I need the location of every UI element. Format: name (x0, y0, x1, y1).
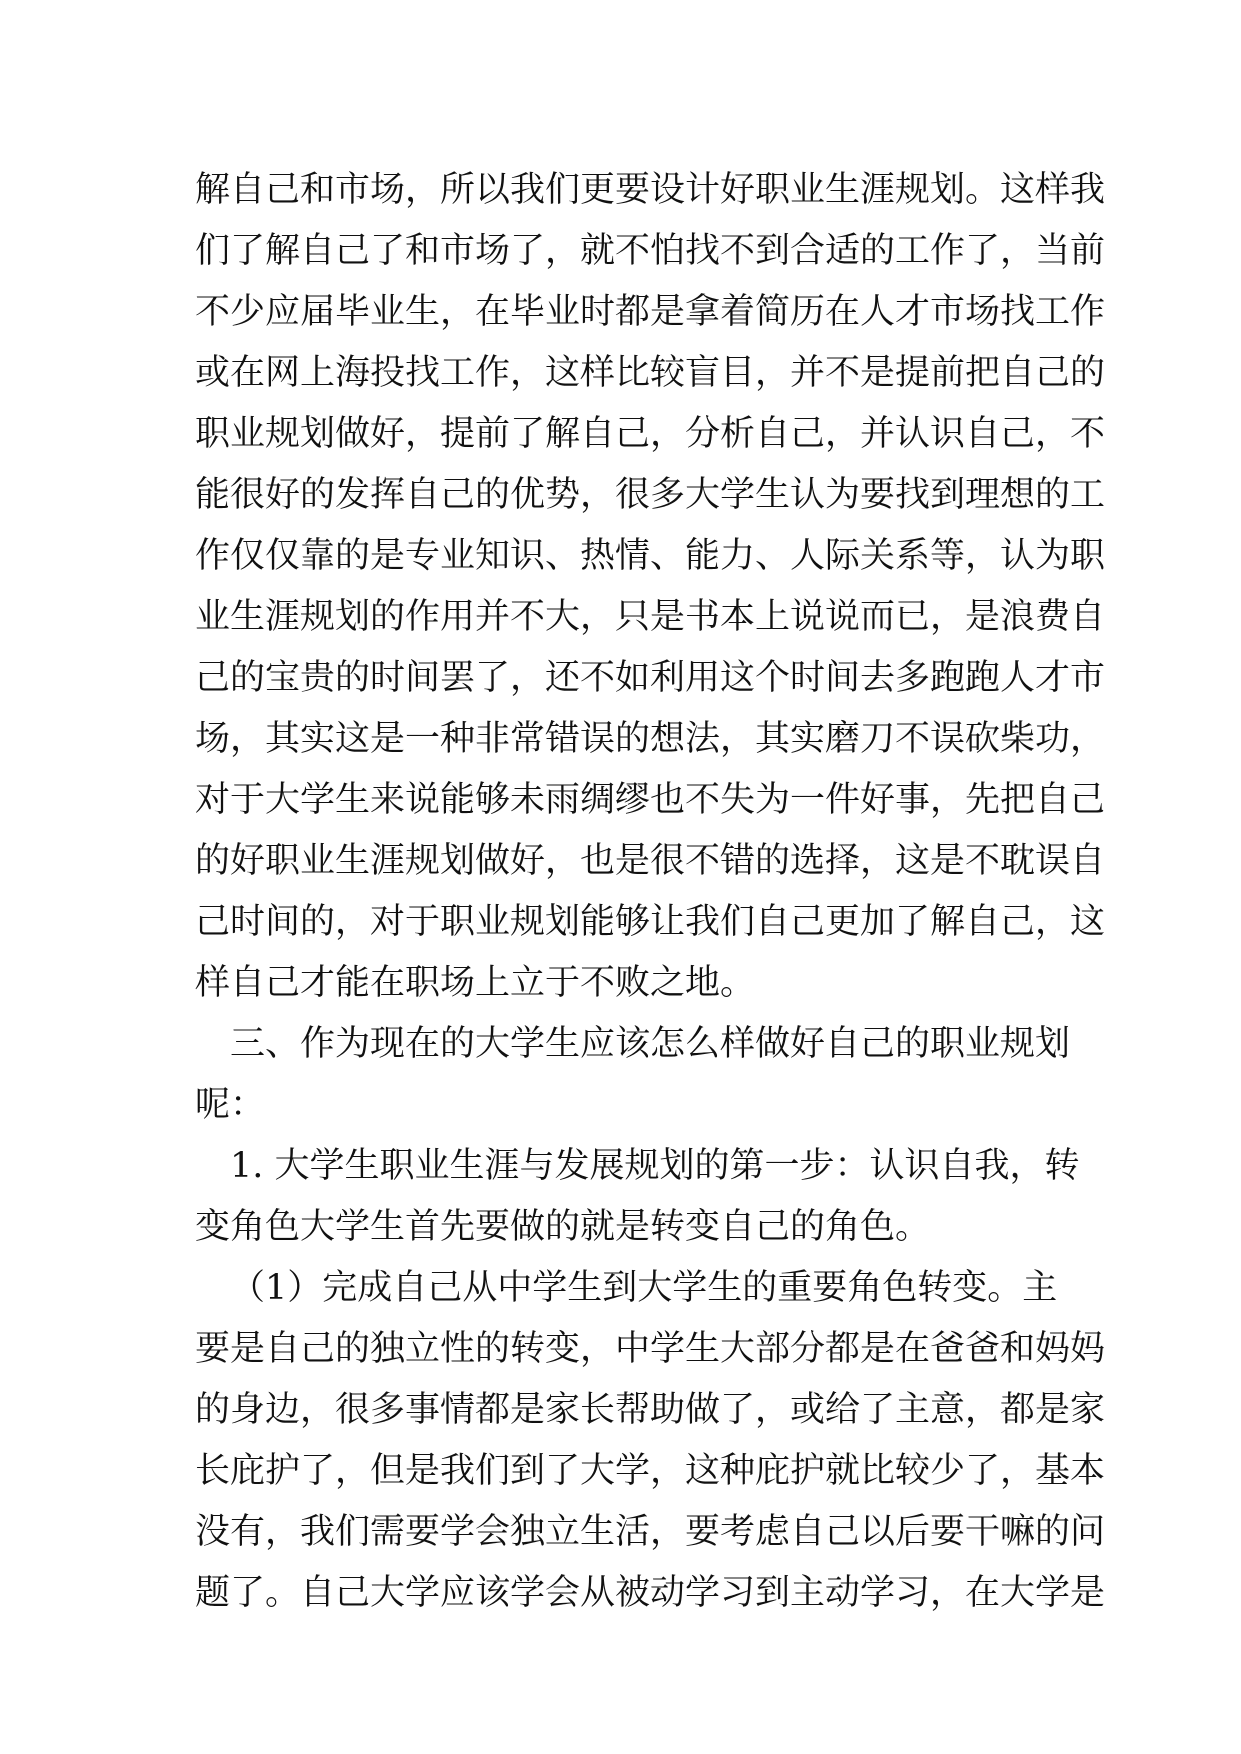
body-text (195, 160, 1106, 1624)
text-line-8: 业生涯规划的作用并不大，只是书本上说说而已，是浪费自 (195, 597, 1106, 637)
text-line-11: 对于大学生来说能够未雨绸缪也不失为一件好事，先把自己 (195, 780, 1106, 820)
text-line-12: 的好职业生涯规划做好，也是很不错的选择，这是不耽误自 (195, 841, 1106, 881)
text-line-4: 或在网上海投找工作，这样比较盲目，并不是提前把自己的 (195, 353, 1106, 393)
text-line-9: 己的宝贵的时间罢了，还不如利用这个时间去多跑跑人才市 (195, 658, 1106, 698)
step-heading-line-2: 变角色大学生首先要做的就是转变自己的角色。 (195, 1207, 931, 1247)
text-line-14: 样自己才能在职场上立于不败之地。 (195, 963, 756, 1003)
text-line-10: 场，其实这是一种非常错误的想法，其实磨刀不误砍柴功， (195, 719, 1106, 759)
text-line-7: 作仅仅靠的是专业知识、热情、能力、人际关系等，认为职 (195, 536, 1106, 576)
text-line-5: 职业规划做好，提前了解自己，分析自己，并认识自己，不 (195, 414, 1106, 454)
subpoint-line-4: 长庇护了，但是我们到了大学，这种庇护就比较少了，基本 (195, 1451, 1106, 1491)
text-line-13: 己时间的，对于职业规划能够让我们自己更加了解自己，这 (195, 902, 1106, 942)
subpoint-line-3: 的身边，很多事情都是家长帮助做了，或给了主意，都是家 (195, 1390, 1106, 1430)
step-heading-line-1: 1. 大学生职业生涯与发展规划的第一步：认识自我，转 (230, 1146, 1080, 1186)
text-line-6: 能很好的发挥自己的优势，很多大学生认为要找到理想的工 (195, 475, 1106, 515)
text-line-1: 解自己和市场，所以我们更要设计好职业生涯规划。这样我 (195, 170, 1106, 210)
text-line-3: 不少应届毕业生，在毕业时都是拿着简历在人才市场找工作 (195, 292, 1106, 332)
subpoint-line-6: 题了。自己大学应该学会从被动学习到主动学习，在大学是 (195, 1573, 1106, 1613)
subpoint-line-2: 要是自己的独立性的转变，中学生大部分都是在爸爸和妈妈 (195, 1329, 1106, 1369)
subpoint-line-5: 没有，我们需要学会独立生活，要考虑自己以后要干嘛的问 (195, 1512, 1106, 1552)
section-heading-line-1: 三、作为现在的大学生应该怎么样做好自己的职业规划 (230, 1024, 1071, 1064)
section-heading-line-2: 呢： (195, 1085, 266, 1125)
subpoint-line-1: （1）完成自己从中学生到大学生的重要角色转变。主 (230, 1268, 1058, 1308)
text-line-2: 们了解自己了和市场了，就不怕找不到合适的工作了，当前 (195, 231, 1106, 271)
